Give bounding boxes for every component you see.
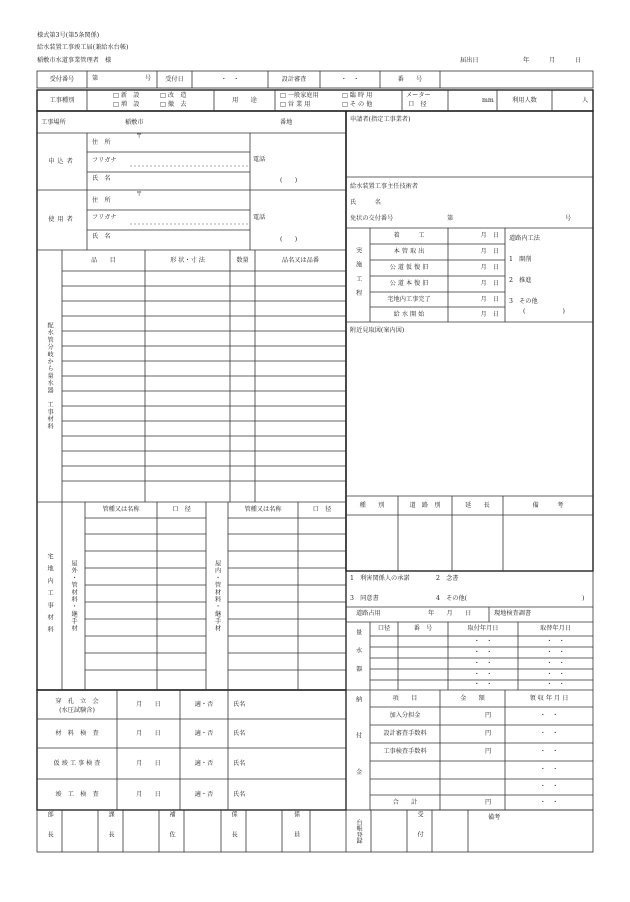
exec-date[interactable]: 月 日 [480,264,499,272]
road-method-other-paren: ( ) [523,308,565,315]
payment-row-design: 設計審査手数料 [383,730,427,738]
road-use-label: 道路占用 [356,610,381,617]
exec-date[interactable]: 月 日 [480,248,499,256]
inspector-name-label: 氏名 [233,760,246,767]
outdoor-col-pipe: 管種又は名称 [102,506,140,514]
exec-date[interactable]: 月 日 [480,295,499,303]
meter-side-label: 量水器 [354,628,362,684]
payment-row-join: 加入分担金 [389,712,421,720]
inspect-completion: 竣 工 検 査 [55,790,99,798]
use-label: 用 途 [232,96,257,104]
license-label: 免状の交付番号 [350,215,394,222]
stamp-kakariin: 係員 [292,810,300,852]
use-temporary-checkbox[interactable]: □ 臨 時 用 [342,92,373,99]
outdoor-materials-label: 屋外・管材料・継手材 [70,560,78,632]
use-business-checkbox[interactable]: □ 営 業 用 [280,101,311,108]
date-year-label: 年 [523,57,530,64]
materials-col-product: 品名又は品番 [281,256,320,264]
payment-col-item: 項 目 [392,694,418,702]
indoor-col-caliber: 口 径 [312,506,332,514]
meter-col-replaced: 取替年月日 [540,625,571,633]
road-col-road: 道 路 別 [409,501,441,509]
meter-col-installed: 取付年月日 [467,625,499,633]
stamp-bucho: 部長 [46,810,54,852]
reception-no-suffix: 号 [145,75,152,82]
inspector-name-label: 氏名 [233,701,246,708]
design-review-date[interactable]: ・ ・ [340,75,360,83]
road-use-date[interactable]: 年 月 日 [428,610,472,617]
site-survey-label: 現地検査調書 [494,610,532,617]
applicant-tel-paren: ( ) [280,177,298,184]
inspect-date[interactable]: 月 日 [136,700,161,708]
meter-date[interactable]: ・ ・ [546,659,565,667]
stamp-ledger: 台帳登録 [355,818,363,844]
yen-unit: 円 [485,799,492,806]
inspect-drilling: 穿 孔 立 会 [55,698,99,706]
date-day-label: 日 [575,57,582,64]
applicant-tel-label: 電話 [253,156,266,163]
meter-date[interactable]: ・ ・ [473,648,493,656]
person-unit: 人 [582,97,589,104]
applicant-postal: 〒 [136,133,143,140]
branch-materials-label: 配水管分岐から量水器 工事材料 [46,322,54,430]
technician-name-label: 氏 名 [350,199,381,206]
meter-date[interactable]: ・ ・ [473,659,493,667]
inspect-result[interactable]: 適・否 [194,700,214,708]
exec-row-start: 着 工 [393,232,425,240]
road-col-length: 延 長 [465,501,490,509]
meter-label: メーター [406,92,431,99]
meter-date[interactable]: ・ ・ [473,670,493,678]
payment-col-amount: 金 額 [460,694,485,702]
user-tel-label: 電話 [253,214,266,221]
use-household-checkbox[interactable]: □ 一般家庭用 [280,92,319,99]
materials-col-shape: 形 状・寸 法 [170,256,205,264]
reception-date-label: 受付日 [165,75,184,83]
indoor-materials-label: 屋内・管材料・継手材 [213,560,221,632]
receipt-date[interactable]: ・ ・ [539,798,559,806]
receipt-date[interactable]: ・ ・ [539,730,559,738]
mm-unit: mm [482,97,494,104]
exec-row-supply-start: 給 水 開 始 [393,310,425,318]
license-dai: 第 [447,215,454,222]
consent-item-4-close: ) [582,595,585,602]
site-city: 稲敷市 [125,119,144,126]
applicant-name-label: 氏 名 [92,175,111,182]
applicant-furigana-label: フリガナ [92,157,117,164]
stamp-uketsuke: 受付 [416,810,424,852]
addressee: 稲敷市水道事業管理者 様 [37,57,112,64]
stamp-kakaricho: 係長 [230,810,238,852]
meter-date[interactable]: ・ ・ [546,648,565,656]
kind-modify-checkbox[interactable]: □ 改 造 [160,92,187,99]
inspect-drilling-sub: (水圧試験含) [59,707,95,715]
yen-unit: 円 [485,712,492,719]
payment-side-label: 納付金 [354,695,362,805]
reception-date-value[interactable]: ・ ・ [220,75,240,83]
consent-item-1: 1 利害関係人の承諾 [350,575,410,582]
submission-date-label: 届出日 [460,57,479,64]
kind-extend-checkbox[interactable]: □ 増 設 [113,101,140,108]
work-kind-label: 工事種別 [49,96,75,104]
user-name-label: 氏 名 [92,233,111,240]
user-tel-paren: ( ) [280,236,298,243]
inspect-result[interactable]: 適・否 [194,790,214,798]
exec-date[interactable]: 月 日 [480,310,499,318]
meter-date[interactable]: ・ ・ [473,681,493,689]
road-method-other: 3 その他 [509,298,538,305]
materials-col-qty: 数量 [236,256,249,264]
road-method-title: 道路内工法 [509,235,540,242]
receipt-date[interactable]: ・ ・ [539,748,559,756]
road-col-kind: 種 別 [359,501,385,509]
form-number: 様式第3号(第5条関係) [37,32,100,39]
chief-technician-label: 給水装置工事主任技術者 [350,183,419,190]
date-month-label: 月 [549,57,556,64]
site-label: 工事場所 [41,119,66,126]
license-go: 号 [565,215,572,222]
meter-date[interactable]: ・ ・ [546,681,565,689]
user-furigana-label: フリガナ [92,214,117,221]
vicinity-map-label: 附近見取図(案内図) [350,327,405,334]
inspect-date[interactable]: 月 日 [136,790,161,798]
consent-item-2: 2 念書 [436,575,459,582]
number-label: 番 号 [397,75,423,83]
applicant-label: 申込者 [48,157,76,165]
materials-col-item: 品 目 [91,256,116,264]
meter-date[interactable]: ・ ・ [546,637,565,645]
site-banchi: 番地 [280,119,293,126]
inspector-name-label: 氏名 [233,791,246,798]
user-postal: 〒 [136,191,143,198]
indoor-col-pipe: 管種又は名称 [244,506,282,514]
receipt-date[interactable]: ・ ・ [539,766,559,774]
payment-row-inspection: 工事検査手数料 [383,748,427,756]
exec-row-site-done: 宅地内工事完了 [387,295,431,303]
payment-total-label: 合 計 [392,798,418,806]
house-materials-label: 宅地内工事材料 [46,553,54,639]
applicant-address-label: 住 所 [92,139,111,146]
yen-unit: 円 [485,730,492,737]
road-col-notes: 備 考 [532,501,564,509]
exec-date[interactable]: 月 日 [480,280,499,288]
consent-item-4: 4 その他( [436,595,468,602]
payment-col-receipt: 領 収 年 月 日 [529,694,569,702]
stamp-hosa: 補佐 [168,810,176,852]
meter-col-caliber: 口径 [377,625,391,633]
exec-process-label: 実施工程 [354,246,362,304]
inspector-name-label: 氏名 [233,730,246,737]
caliber-label: 口 径 [408,101,427,108]
inspect-result[interactable]: 適・否 [194,759,214,767]
meter-col-number: 番 号 [413,625,433,633]
exec-row-temp-restore: 公 道 仮 復 旧 [389,264,429,272]
receipt-date[interactable]: ・ ・ [539,712,559,720]
exec-row-full-restore: 公 道 本 復 旧 [389,280,429,288]
inspect-result[interactable]: 適・否 [194,729,214,737]
kind-remove-checkbox[interactable]: □ 撤 去 [160,101,187,108]
contractor-label: 申請者(指定工事業者) [350,116,411,123]
remarks-label: 備考 [488,814,501,821]
user-address-label: 住 所 [92,197,111,204]
exec-row-main-pipe: 本 管 取 出 [393,248,425,256]
consent-item-3: 3 同意書 [350,595,379,602]
inspect-date[interactable]: 月 日 [136,759,161,767]
use-other-checkbox[interactable]: □ そ の 他 [342,101,373,108]
road-method-open-cut: 1 開削 [509,256,532,263]
form-title: 給水装置工事竣工届(兼給水台帳) [37,44,129,51]
reception-no-prefix: 第 [92,75,99,82]
inspect-temp-completion: 仮 竣 工 事 検 査 [53,759,101,767]
kind-new-checkbox[interactable]: □ 新 設 [113,92,140,99]
yen-unit: 円 [485,748,492,755]
users-label: 利用人数 [512,96,537,104]
meter-date[interactable]: ・ ・ [546,670,565,678]
inspect-date[interactable]: 月 日 [136,729,161,737]
stamp-kacho: 課長 [107,810,115,852]
reception-no-label: 受付番号 [49,75,75,83]
user-label: 使用者 [48,216,76,224]
inspect-materials: 材 料 検 査 [55,729,99,737]
road-method-jacking: 2 推進 [509,277,532,284]
design-review-label: 設計審査 [281,75,307,83]
receipt-date[interactable]: ・ ・ [539,783,559,791]
meter-date[interactable]: ・ ・ [473,637,493,645]
outdoor-col-caliber: 口 径 [172,506,191,514]
exec-date[interactable]: 月 日 [480,232,499,240]
